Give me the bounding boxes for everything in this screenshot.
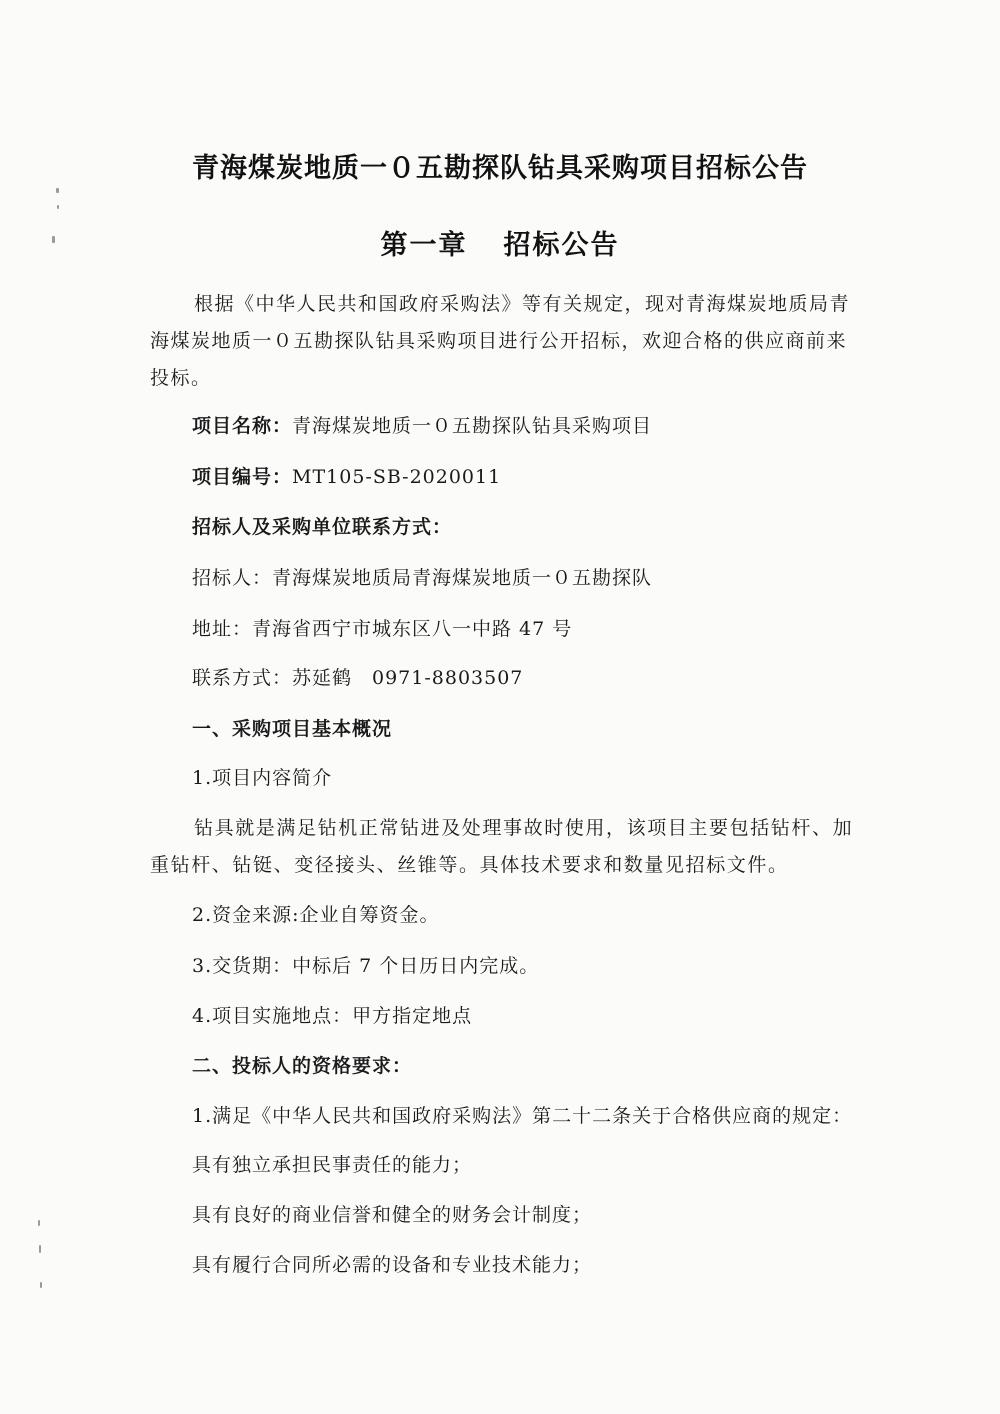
project-name-value: 青海煤炭地质一０五勘探队钻具采购项目 <box>292 415 653 437</box>
item1-body: 钻具就是满足钻机正常钻进及处理事故时使用，该项目主要包括钻杆、加重钻杆、钻铤、变径接头、丝锥等。具体技术要求和数量见招标文件。 <box>150 817 854 876</box>
project-name-label: 项目名称： <box>192 415 293 437</box>
chapter-heading <box>0 223 1000 262</box>
project-name-line <box>192 414 872 438</box>
address-line: 地址：青海省西宁市城东区八一中路 47 号 <box>192 618 573 640</box>
requirement1-line: 1.满足《中华人民共和国政府采购法》第二十二条关于合格供应商的规定： <box>192 1105 853 1127</box>
section2-heading: 二、投标人的资格要求： <box>192 1055 413 1077</box>
item2-line: 2.资金来源:企业自筹资金。 <box>192 904 440 926</box>
scan-mark <box>57 205 59 209</box>
document-title: 青海煤炭地质一０五勘探队钻具采购项目招标公告 <box>192 153 808 184</box>
requirement1-b: 具有良好的商业信誉和健全的财务会计制度； <box>192 1204 593 1226</box>
item4-line: 4.项目实施地点：甲方指定地点 <box>192 1005 473 1027</box>
requirement1-a: 具有独立承担民事责任的能力； <box>192 1154 473 1176</box>
scan-mark <box>56 188 59 193</box>
scan-mark <box>39 1245 41 1253</box>
project-code-line <box>192 465 872 489</box>
intro-paragraph: 根据《中华人民共和国政府采购法》等有关规定，现对青海煤炭地质局青海煤炭地质一０五勘探队钻具采购项目进行公开招标，欢迎合格的供应商前来投标。 <box>150 293 851 389</box>
contact-heading: 招标人及采购单位联系方式： <box>192 516 453 538</box>
section1-heading: 一、采购项目基本概况 <box>192 718 393 740</box>
scan-mark <box>40 1282 42 1288</box>
project-code-value: MT105-SB-2020011 <box>292 466 502 488</box>
requirement1-c: 具有履行合同所必需的设备和专业技术能力； <box>192 1254 593 1276</box>
scan-mark <box>38 1220 40 1226</box>
item3-line: 3.交货期：中标后 7 个日历日内完成。 <box>192 955 540 977</box>
contact-line: 联系方式：苏延鹤 0971-8803507 <box>192 667 524 689</box>
chapter-title: 招标公告 <box>503 230 620 261</box>
tenderer-line: 招标人：青海煤炭地质局青海煤炭地质一０五勘探队 <box>192 567 653 589</box>
project-code-label: 项目编号： <box>192 466 293 488</box>
item1-line: 1.项目内容简介 <box>192 767 333 789</box>
chapter-number: 第一章 <box>380 230 468 261</box>
